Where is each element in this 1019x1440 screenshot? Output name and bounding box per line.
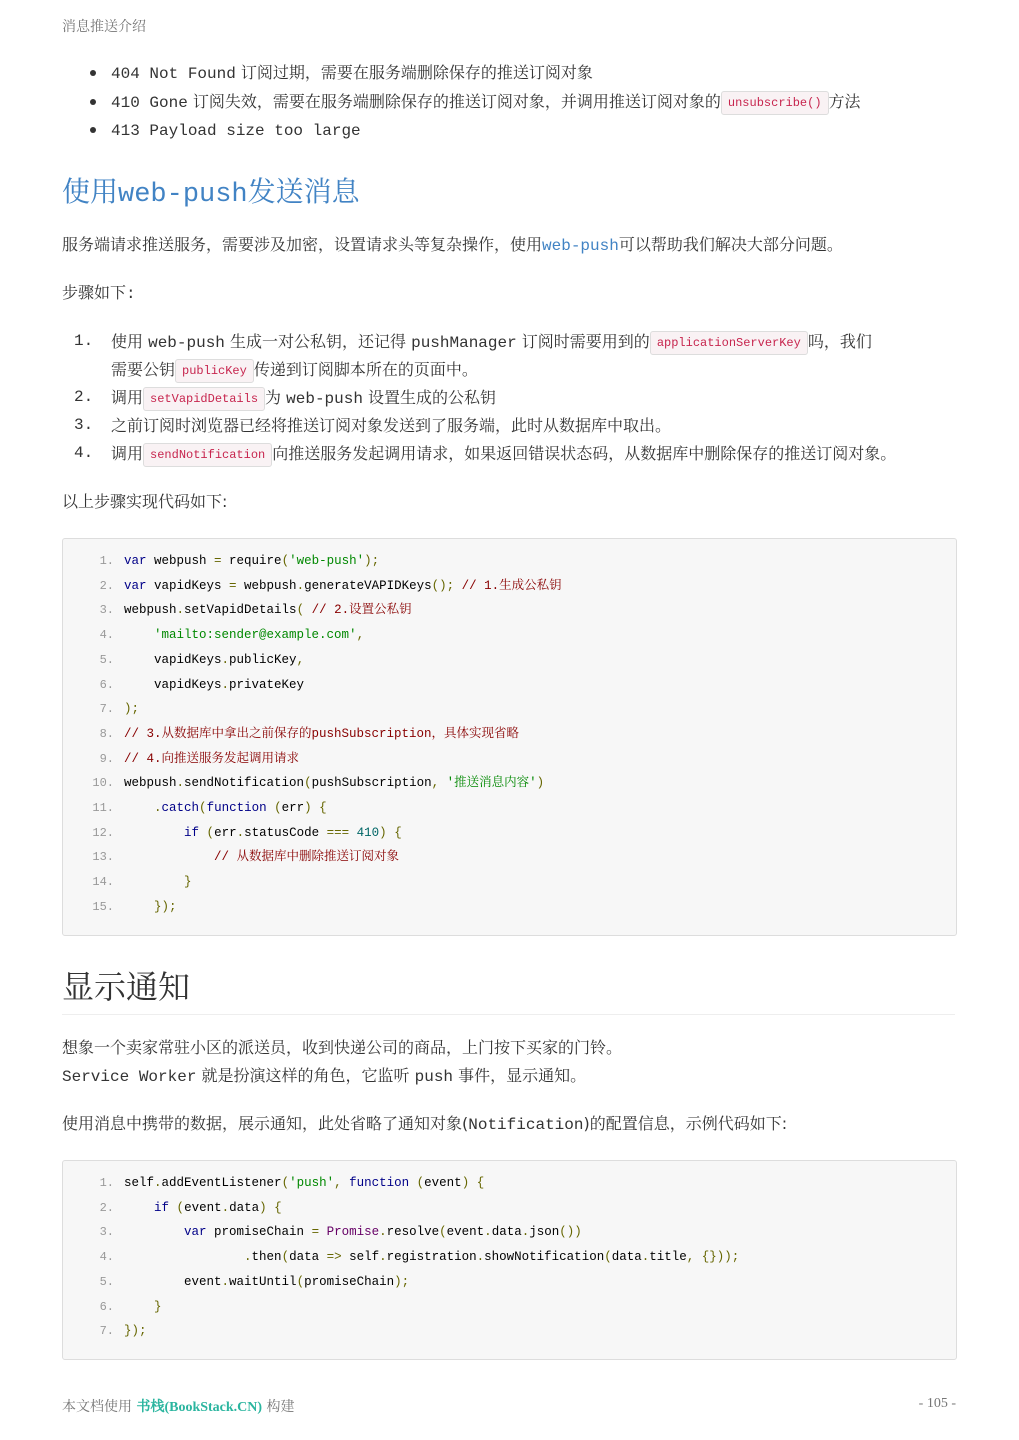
code-token: function [349,1176,410,1190]
code-token: . [379,1250,387,1265]
line-number: 7. [99,1324,114,1339]
code-token: event [184,1200,222,1215]
code-token: 'mailto:sender@example.com' [154,628,357,643]
page-number: - 105 - [918,1396,956,1411]
code-token: . [176,603,185,618]
code-token: , [334,1176,342,1190]
code-line [63,1295,162,1319]
code-token: 'push' [289,1176,335,1190]
code-token: }); [154,899,177,914]
code-token: publicKey [229,652,297,667]
code-line [63,821,402,845]
step-text: 为 [265,388,287,407]
step-code: web-push [148,334,225,352]
bullet-icon [90,70,96,76]
code-line [63,1220,582,1244]
step-number: 3. [74,416,94,434]
step-code: pushManager [411,334,517,352]
code-token: self [341,1250,380,1265]
line-number: 14. [92,875,114,890]
code-token: ); [124,702,140,717]
code-token: if [184,825,200,840]
code-token: , [356,628,365,643]
line-number: 10. [92,776,114,791]
code-token: ( [416,1176,425,1190]
code-token [124,850,214,864]
code-token: addEventListener [161,1176,282,1190]
line-number: 6. [99,677,114,692]
code-token: webpush [124,776,177,791]
code-line [63,673,304,697]
code-line [63,796,327,820]
code-line [63,1171,484,1195]
step-text: 订阅时需要用到的 [516,332,650,351]
code-token: title [649,1250,687,1265]
step-number: 1. [74,332,94,350]
code-token [469,1176,477,1190]
code-token: event [424,1176,462,1190]
code-line [63,845,399,869]
code-token: event [446,1225,485,1240]
code-token: . [154,801,162,815]
code-token: vapidKeys [124,652,222,667]
line-number: 4. [99,1250,114,1265]
code-token: ()) [559,1225,582,1240]
paragraph-line: 想象一个卖家常驻小区的派送员，收到快递公司的商品，上门按下买家的门铃。 [62,1038,623,1057]
code-token: json [529,1225,560,1240]
code-line [63,870,192,894]
line-number: 5. [99,1274,114,1289]
code-token: ( [176,1200,185,1215]
code-token: 'web-push' [289,554,365,568]
code-token [199,826,207,840]
code-token: var [124,554,147,568]
code-token: = [214,554,222,568]
line-number: 9. [99,751,114,766]
code-token: . [296,578,305,593]
code-line [63,722,519,746]
step-3 [111,412,671,440]
paragraph-text: )的配置信息，示例代码如下: [583,1114,788,1133]
code-line [63,747,299,771]
code-token: // 4.向推送服务发起调用请求 [124,751,300,766]
code-token: . [521,1225,530,1240]
code-token: , [296,652,305,667]
code-token: err [281,801,305,815]
code-token: generateVAPIDKeys [304,578,432,593]
code-token: . [221,1274,230,1289]
code-token: promiseChain [206,1225,312,1240]
code-token [319,1225,327,1239]
code-token: ( [304,776,312,791]
code-token: = [311,1225,320,1240]
code-token: promiseChain [304,1274,395,1289]
footer-credit [62,1396,295,1416]
step-number: 4. [74,444,94,462]
code-token: then [251,1250,282,1265]
code-token: resolve [386,1225,440,1240]
code-line [63,549,379,573]
code-token: // 1.生成公私钥 [454,578,562,593]
line-number: 3. [99,603,114,618]
code-token: // 从数据库中删除推送订阅对象 [214,850,400,865]
paragraph-code: push [414,1068,454,1086]
code-token: data [229,1200,260,1215]
status-code: 413 Payload size too large [111,122,361,140]
code-token: ( [439,1225,447,1240]
step-text: 调用 [111,444,144,463]
code-token: ) [536,776,545,791]
code-line [63,697,139,721]
code-token: . [221,652,230,667]
section-heading-web-push [62,170,360,210]
paragraph-line [62,1062,586,1091]
line-number: 7. [99,702,114,717]
line-number: 2. [99,1200,114,1215]
code-token [124,801,154,815]
footer-text: 构建 [262,1399,295,1415]
code-line [63,895,177,919]
heading-code: web-push [118,180,248,210]
code-token: ) [304,801,312,815]
code-token: = [229,578,237,593]
line-number: 3. [99,1225,114,1240]
code-token: . [221,1200,230,1215]
steps-label: 步骤如下: [62,285,136,303]
code-token: ( [296,603,305,618]
intro-paragraph [62,231,843,260]
code-token: // 2.设置公私钥 [304,603,412,618]
code-token [694,1250,702,1264]
inline-code: unsubscribe() [721,91,829,115]
code-line [63,598,412,622]
code-token [124,1225,184,1239]
code-line [63,1196,282,1220]
code-token: ( [296,1274,305,1289]
code-token: webpush [146,554,215,568]
line-number: 1. [99,554,114,568]
step-text: 向推送服务发起调用请求，如果返回错误状态码，从数据库中删除保存的推送订阅对象。 [272,444,897,463]
code-token: ( [604,1250,612,1265]
step-text: 传递到订阅脚本所在的页面中。 [253,360,478,379]
running-header: 消息推送介绍 [62,19,146,35]
code-token: registration [386,1250,477,1265]
code-token: } [154,1299,162,1314]
bullet-icon [90,127,96,133]
code-token: self [124,1176,155,1190]
code-token: ) [379,825,387,840]
code-token: sendNotification [184,776,305,791]
status-item-413 [111,116,361,145]
step-code: web-push [286,390,363,408]
paragraph-line [62,1110,787,1139]
code-token: data [611,1250,642,1265]
code-token [409,1176,417,1190]
code-token: { [476,1176,485,1190]
line-number: 12. [92,825,114,840]
code-line [63,1245,739,1269]
step-2 [111,384,496,413]
code-token: setVapidDetails [184,603,297,618]
code-token: statusCode [244,825,327,840]
code-token: ); [394,1274,410,1289]
step-text: 使用 [111,332,149,351]
code-token: Promise [326,1225,380,1240]
code-token: '推送消息内容' [446,776,537,791]
inline-code: applicationServerKey [650,331,808,355]
paragraph-text: 使用消息中携带的数据，展示通知，此处省略了通知对象( [62,1114,469,1133]
code-token: , [431,776,440,791]
inline-code: sendNotification [143,443,272,467]
step-text: 生成一对公私钥，还记得 [224,332,412,351]
code-token: . [154,1176,162,1190]
status-text: 订阅过期，需要在服务端删除保存的推送订阅对象 [235,63,593,82]
status-code: 410 Gone [111,94,188,112]
code-token: vapidKeys [124,677,222,692]
code-token: var [124,578,147,593]
code-token: . [379,1225,387,1240]
code-line [63,1270,409,1294]
code-token: ( [206,825,215,840]
code-token: . [221,677,230,692]
step-1-line-2 [111,356,478,384]
code-token: ( [281,1250,290,1265]
step-text: 设置生成的公私钥 [362,388,497,407]
code-token: . [641,1250,650,1265]
step-number: 2. [74,388,94,406]
code-token [342,1176,350,1190]
bookstack-link[interactable]: 书栈(BookStack.CN) [136,1400,263,1415]
paragraph-code: Notification [468,1116,584,1134]
code-token [124,628,154,642]
code-token: // 3.从数据库中拿出之前保存的pushSubscription，具体实现省略 [124,726,520,741]
paragraph-code: Service Worker [62,1068,197,1086]
code-token: { [274,1200,282,1215]
line-number: 15. [92,899,114,914]
code-intro-label: 以上步骤实现代码如下: [62,492,228,511]
line-number: 8. [99,726,114,741]
code-token: ) [461,1176,470,1190]
paragraph-text: 就是扮演这样的角色，它监听 [196,1066,415,1085]
step-text: 吗，我们 [807,332,872,351]
code-token: privateKey [229,677,305,692]
code-token: webpush [124,603,177,618]
code-token: . [236,825,245,840]
code-token: 410 [356,825,380,840]
code-token: ( [199,801,207,815]
code-token: (); [431,578,455,593]
paragraph-text: 事件，显示通知。 [453,1066,587,1085]
code-token: { [319,801,327,815]
code-token: err [214,825,237,840]
status-text: 方法 [828,92,861,111]
code-token: event [124,1274,222,1289]
code-token: {})); [701,1250,740,1265]
code-line [63,648,304,672]
code-token: require [221,554,282,568]
code-token: data [289,1250,327,1265]
intro-text: 服务端请求推送服务，需要涉及加密，设置请求头等复杂操作，使用 [62,235,543,254]
step-4 [111,440,896,468]
code-token: function [206,801,267,815]
line-number: 2. [99,578,114,593]
code-token [267,1201,275,1215]
code-token [169,1201,177,1215]
section-heading-show-notification: 显示通知 [62,968,191,1006]
code-token: . [244,1250,252,1265]
code-token: . [176,776,185,791]
code-token: waitUntil [229,1274,297,1289]
line-number: 6. [99,1299,114,1314]
code-token [439,776,447,790]
code-line [63,623,364,647]
code-line [63,1319,147,1343]
code-line [63,771,544,795]
web-push-link[interactable]: web-push [542,237,619,255]
code-token: pushSubscription [311,776,432,791]
status-code: 404 Not Found [111,65,236,83]
intro-text: 可以帮助我们解决大部分问题。 [618,235,843,254]
code-token [124,1250,244,1264]
code-token: ( [281,1176,290,1190]
line-number: 4. [99,628,114,643]
code-token [124,875,184,889]
code-token: data [491,1225,522,1240]
line-number: 13. [92,850,114,865]
code-token: webpush [236,578,297,593]
line-number: 5. [99,652,114,667]
code-token [124,900,154,914]
line-number: 1. [99,1176,114,1190]
status-item-404 [111,59,593,88]
step-text: 调用 [111,388,144,407]
code-token: { [394,825,402,840]
code-token: vapidKeys [146,578,230,593]
code-token: === [326,825,350,840]
heading-divider [62,1014,955,1015]
inline-code: publicKey [175,359,254,383]
code-block-push-listener [62,1160,957,1360]
step-text: 需要公钥 [111,360,176,379]
code-token: showNotification [484,1250,605,1265]
code-token [124,1300,154,1314]
heading-text: 使用 [62,175,119,208]
heading-text: 发送消息 [247,175,360,208]
bullet-icon [90,99,96,105]
code-token: var [184,1225,207,1240]
status-text: 订阅失效，需要在服务端删除保存的推送订阅对象，并调用推送订阅对象的 [187,92,721,111]
code-token: catch [161,801,200,815]
code-token: if [154,1200,170,1215]
step-1-line-1 [111,328,872,357]
code-token: ( [281,554,290,568]
step-text: 之前订阅时浏览器已经将推送订阅对象发送到了服务端，此时从数据库中取出。 [111,416,672,435]
code-token: . [476,1250,485,1265]
code-token: , [686,1250,695,1265]
code-line [63,574,562,598]
code-token: ) [259,1200,267,1215]
footer-text: 本文档使用 [62,1399,137,1415]
status-item-410 [111,88,861,117]
code-token [124,826,184,840]
inline-code: setVapidDetails [143,387,265,411]
line-number: 11. [92,801,114,815]
code-token: } [184,875,192,890]
code-token [349,826,357,840]
code-token [267,801,275,815]
code-block-web-push [62,538,957,936]
code-token: ); [364,554,380,568]
code-token: => [326,1250,342,1265]
code-token: ( [274,801,282,815]
code-token [124,1201,154,1215]
code-token: . [484,1225,492,1240]
code-token: }); [124,1324,147,1339]
